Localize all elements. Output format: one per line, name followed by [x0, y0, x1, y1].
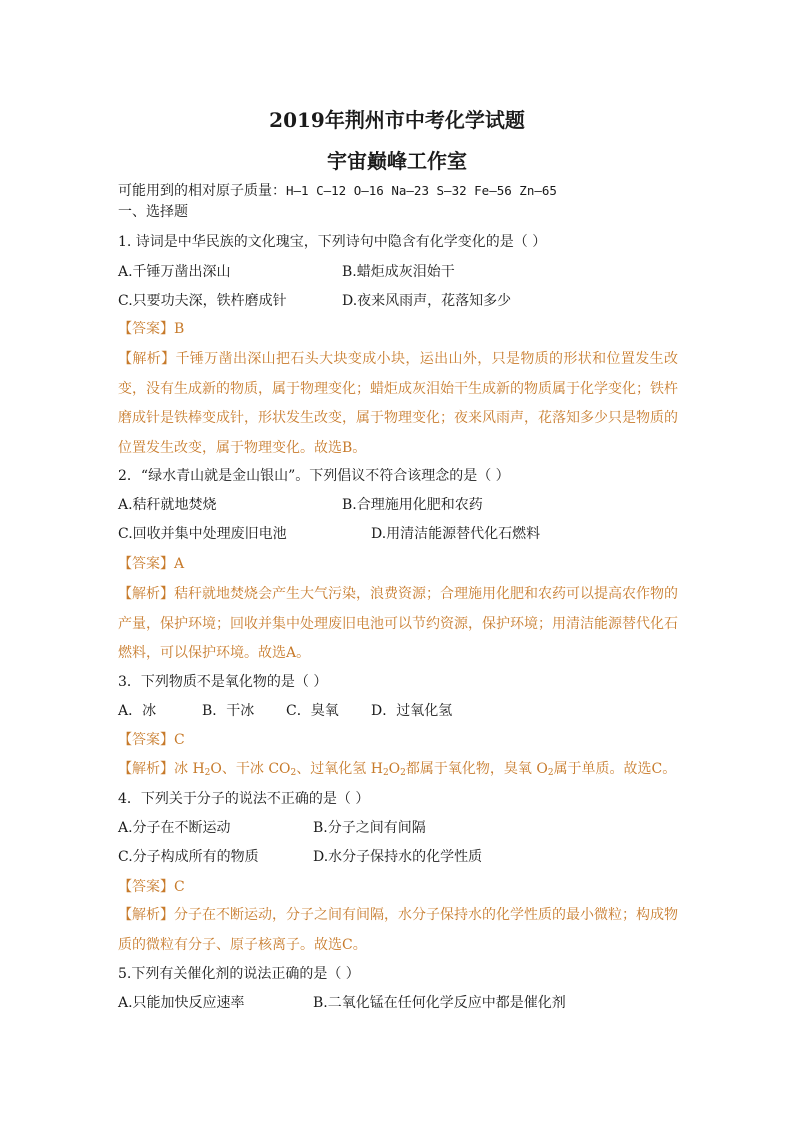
q2-analysis: 【解析】秸秆就地焚烧会产生大气污染，浪费资源；合理施用化肥和农药可以提高农作物的产量，保护环境；回收并集中处理废旧电池可以节约资源，保护环境；用清洁能源替代化石燃料，可以保护环境。故选A。 [118, 586, 678, 661]
q1-answer: 【答案】B [118, 321, 185, 337]
q2-option-d: D.用清洁能源替代化石燃料 [371, 526, 541, 542]
q4-option-b: B.分子之间有间隔 [313, 820, 426, 836]
q4-option-a: A.分子在不断运动 [118, 820, 231, 836]
q3-analysis-part: 【解析】冰 H [118, 761, 205, 777]
q2-stem: 2．“绿水青山就是金山银山”。下列倡议不符合该理念的是（ ） [118, 468, 510, 484]
q4-option-c: C.分子构成所有的物质 [118, 849, 259, 865]
subscript: 2 [400, 768, 406, 778]
q1-option-a: A.千锤万凿出深山 [118, 264, 231, 280]
q3-option-b: B．干冰 [202, 703, 255, 719]
q5-option-b: B.二氧化锰在任何化学反应中都是催化剂 [313, 995, 566, 1011]
q1-option-b: B.蜡炬成灰泪始干 [342, 264, 455, 280]
q1-stem: 1. 诗词是中华民族的文化瑰宝，下列诗句中隐含有化学变化的是（ ） [118, 234, 547, 250]
section-heading: 一、选择题 [118, 204, 188, 220]
subscript: 2 [547, 768, 554, 778]
q3-analysis-part: 属于单质。故选C。 [553, 761, 677, 777]
q3-analysis-part: O [388, 761, 401, 777]
q3-analysis-part: O、干冰 CO [210, 761, 291, 777]
page-subtitle: 宇宙巅峰工作室 [327, 149, 467, 173]
q1-option-d: D.夜来风雨声，花落知多少 [342, 293, 512, 309]
q5-stem: 5.下列有关催化剂的说法正确的是（ ） [118, 966, 360, 982]
q3-analysis [118, 760, 676, 778]
atomic-masses-label: 可能用到的相对原子质量： [118, 183, 286, 199]
q2-option-b: B.合理施用化肥和农药 [342, 497, 483, 513]
atomic-masses-values: H—1 C—12 O—16 Na—23 S—32 Fe—56 Zn—65 [286, 183, 557, 198]
q5-option-a: A.只能加快反应速率 [118, 995, 245, 1011]
subscript: 2 [204, 768, 211, 778]
q4-stem: 4．下列关于分子的说法不正确的是（ ） [118, 791, 370, 807]
q3-option-a: A．冰 [118, 703, 157, 719]
q3-answer: 【答案】C [118, 732, 185, 748]
q1-analysis: 【解析】千锤万凿出深山把石头大块变成小块，运出山外，只是物质的形状和位置发生改变，没有生成新的物质，属于物理变化；蜡炬成灰泪始干生成新的物质属于化学变化；铁杵磨成针是铁棒变成针，形状发生改变，属于物理变化；夜来风雨声，花落知多少只是物质的位置发生改变，属于物理变化。故选B。 [118, 351, 678, 456]
q3-option-c: C．臭氧 [286, 703, 339, 719]
q3-option-d: D．过氧化氢 [371, 703, 453, 719]
q4-option-d: D.水分子保持水的化学性质 [313, 849, 483, 865]
q3-stem: 3．下列物质不是氧化物的是（ ） [118, 674, 328, 690]
subscript: 2 [382, 768, 389, 778]
subscript: 2 [290, 768, 297, 778]
q3-analysis-part: 、过氧化氢 H [296, 761, 383, 777]
page-title: 2019年荆州市中考化学试题 [269, 108, 525, 132]
q1-option-c: C.只要功夫深，铁杵磨成针 [118, 293, 287, 309]
q3-analysis-part: 都属于氧化物，臭氧 O [405, 761, 548, 777]
q4-answer: 【答案】C [118, 879, 185, 895]
q2-option-a: A.秸秆就地焚烧 [118, 497, 217, 513]
q2-answer: 【答案】A [118, 556, 185, 572]
q4-analysis: 【解析】分子在不断运动，分子之间有间隔，水分子保持水的化学性质的最小微粒；构成物质的微粒有分子、原子核离子。故选C。 [118, 907, 678, 953]
q2-option-c: C.回收并集中处理废旧电池 [118, 526, 287, 542]
atomic-masses-line [118, 182, 557, 200]
